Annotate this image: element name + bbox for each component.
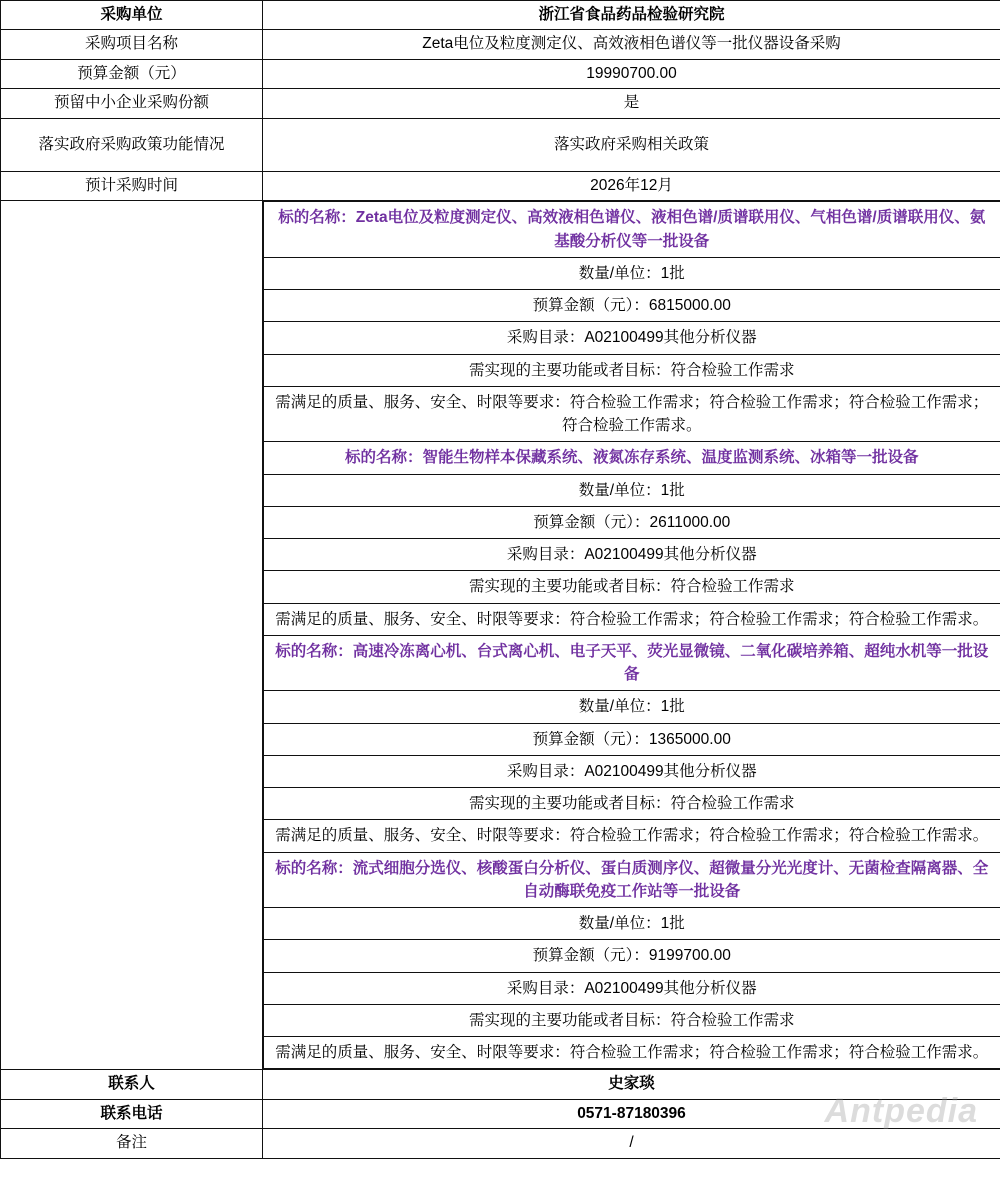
package-quantity: 数量/单位：1批 — [264, 257, 1000, 289]
package-function-row — [264, 788, 1000, 820]
package-title: 标的名称：高速冷冻离心机、台式离心机、电子天平、荧光显微镜、二氧化碳培养箱、超纯水机等一批设备 — [264, 635, 1000, 691]
package-catalog: 采购目录：A02100499其他分析仪器 — [264, 972, 1000, 1004]
package-title-row — [264, 202, 1000, 258]
row-value: 落实政府采购相关政策 — [263, 118, 1000, 171]
package-quantity: 数量/单位：1批 — [264, 908, 1000, 940]
package-function-row — [264, 354, 1000, 386]
row-value: 2026年12月 — [263, 171, 1000, 200]
package-budget: 预算金额（元）：9199700.00 — [264, 940, 1000, 972]
package-function-row — [264, 1004, 1000, 1036]
package-title: 标的名称：Zeta电位及粒度测定仪、高效液相色谱仪、液相色谱/质谱联用仪、气相色谱/质谱联用仪、氨基酸分析仪等一批设备 — [264, 202, 1000, 258]
package-catalog: 采购目录：A02100499其他分析仪器 — [264, 322, 1000, 354]
package-quantity-row — [264, 257, 1000, 289]
package-budget-row — [264, 723, 1000, 755]
package-requirements: 需满足的质量、服务、安全、时限等要求：符合检验工作需求；符合检验工作需求；符合检验工作需求。 — [264, 820, 1000, 852]
table-row — [1, 30, 1000, 59]
package-quantity-row — [264, 474, 1000, 506]
package-budget-row — [264, 940, 1000, 972]
package-requirements: 需满足的质量、服务、安全、时限等要求：符合检验工作需求；符合检验工作需求；符合检验工作需求；符合检验工作需求。 — [264, 386, 1000, 442]
row-label: 预算金额（元） — [1, 59, 263, 88]
row-value: / — [263, 1129, 1000, 1158]
package-catalog: 采购目录：A02100499其他分析仪器 — [264, 539, 1000, 571]
package-title: 标的名称：智能生物样本保藏系统、液氮冻存系统、温度监测系统、冰箱等一批设备 — [264, 442, 1000, 474]
package-quantity-row — [264, 691, 1000, 723]
table-row — [1, 171, 1000, 200]
packages-row — [1, 201, 1000, 1070]
table-row — [1, 1070, 1000, 1099]
row-label: 采购单位 — [1, 1, 263, 30]
package-quantity-row — [264, 908, 1000, 940]
package-catalog-row — [264, 755, 1000, 787]
table-row — [1, 1099, 1000, 1128]
table-row — [1, 1129, 1000, 1158]
row-label: 备注 — [1, 1129, 263, 1158]
package-budget-row — [264, 290, 1000, 322]
package-function: 需实现的主要功能或者目标：符合检验工作需求 — [264, 354, 1000, 386]
package-requirements-row — [264, 603, 1000, 635]
package-function: 需实现的主要功能或者目标：符合检验工作需求 — [264, 788, 1000, 820]
package-title-row — [264, 635, 1000, 691]
row-value: Zeta电位及粒度测定仪、高效液相色谱仪等一批仪器设备采购 — [263, 30, 1000, 59]
package-quantity: 数量/单位：1批 — [264, 691, 1000, 723]
row-label: 采购项目名称 — [1, 30, 263, 59]
row-label: 预计采购时间 — [1, 171, 263, 200]
package-budget-row — [264, 506, 1000, 538]
row-value: 0571-87180396 — [263, 1099, 1000, 1128]
package-function: 需实现的主要功能或者目标：符合检验工作需求 — [264, 1004, 1000, 1036]
package-catalog: 采购目录：A02100499其他分析仪器 — [264, 755, 1000, 787]
package-catalog-row — [264, 539, 1000, 571]
packages-container — [263, 201, 1000, 1070]
row-value: 19990700.00 — [263, 59, 1000, 88]
packages-table — [263, 201, 1000, 1069]
packages-row-label — [1, 201, 263, 1070]
package-catalog-row — [264, 322, 1000, 354]
package-requirements-row — [264, 820, 1000, 852]
package-budget: 预算金额（元）：2611000.00 — [264, 506, 1000, 538]
row-value: 史家琰 — [263, 1070, 1000, 1099]
package-requirements: 需满足的质量、服务、安全、时限等要求：符合检验工作需求；符合检验工作需求；符合检验工作需求。 — [264, 1037, 1000, 1069]
package-function-row — [264, 571, 1000, 603]
row-value: 是 — [263, 89, 1000, 118]
table-row — [1, 118, 1000, 171]
table-row — [1, 1, 1000, 30]
package-requirements-row — [264, 386, 1000, 442]
package-title-row — [264, 442, 1000, 474]
row-label: 联系人 — [1, 1070, 263, 1099]
package-quantity: 数量/单位：1批 — [264, 474, 1000, 506]
watermark: Antpedia — [824, 1092, 978, 1130]
package-catalog-row — [264, 972, 1000, 1004]
row-label: 预留中小企业采购份额 — [1, 89, 263, 118]
package-budget: 预算金额（元）：1365000.00 — [264, 723, 1000, 755]
package-title: 标的名称：流式细胞分选仪、核酸蛋白分析仪、蛋白质测序仪、超微量分光光度计、无菌检查隔离器、全自动酶联免疫工作站等一批设备 — [264, 852, 1000, 908]
package-requirements-row — [264, 1037, 1000, 1069]
table-row — [1, 59, 1000, 88]
package-function: 需实现的主要功能或者目标：符合检验工作需求 — [264, 571, 1000, 603]
row-value: 浙江省食品药品检验研究院 — [263, 1, 1000, 30]
package-requirements: 需满足的质量、服务、安全、时限等要求：符合检验工作需求；符合检验工作需求；符合检验工作需求。 — [264, 603, 1000, 635]
package-title-row — [264, 852, 1000, 908]
table-row — [1, 89, 1000, 118]
row-label: 联系电话 — [1, 1099, 263, 1128]
package-budget: 预算金额（元）：6815000.00 — [264, 290, 1000, 322]
row-label: 落实政府采购政策功能情况 — [1, 118, 263, 171]
